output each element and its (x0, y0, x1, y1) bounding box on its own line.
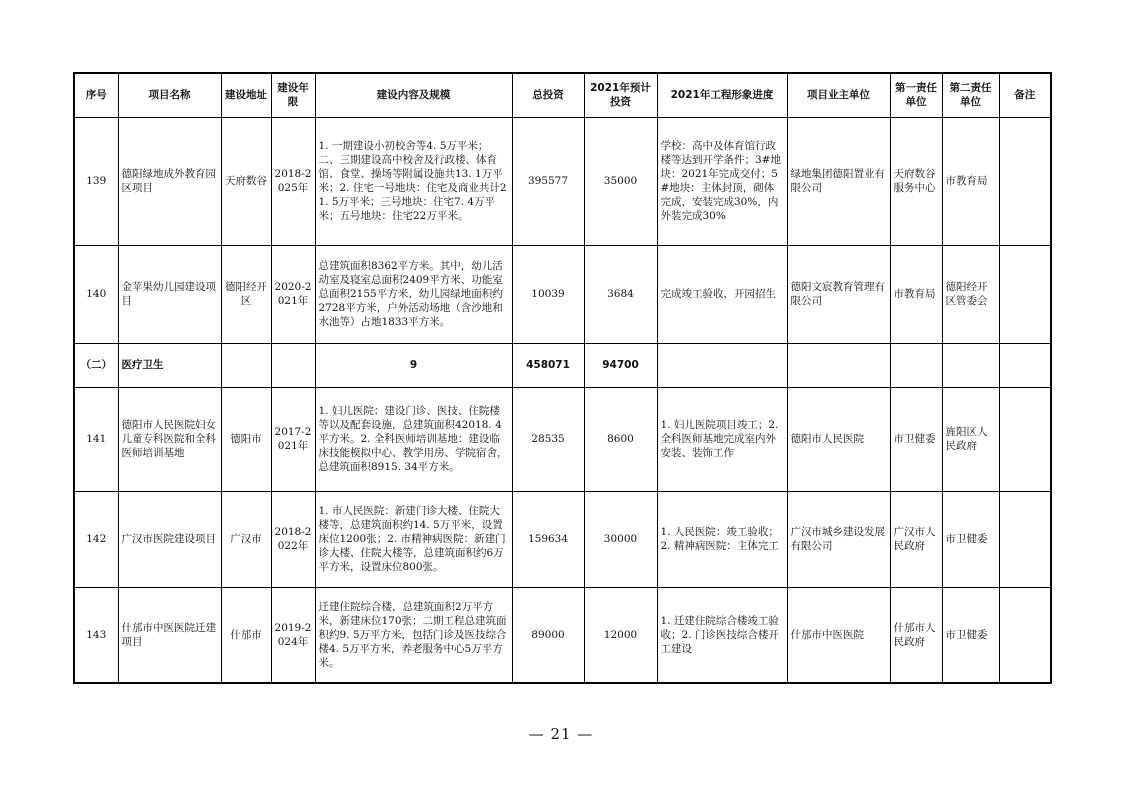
table-row (74, 587, 1051, 683)
project-name: 什邡市中医医院迁建项目 (118, 587, 221, 683)
note (999, 387, 1051, 491)
second-responsible: 市卫健委 (942, 491, 999, 587)
project-name: 广汉市医院建设项目 (118, 491, 221, 587)
project-content: 1. 市人民医院：新建门诊大楼、住院大楼等，总建筑面积约14. 5万平米，设置床位1200张；2. 市精神病医院：新建门诊大楼、住院大楼等，总建筑面积约6万平方米，设置床位800张。 (315, 491, 512, 587)
table-row (74, 117, 1051, 245)
progress-2021: 1. 人民医院：竣工验收； 2. 精神病医院：主体完工 (657, 491, 787, 587)
header-cell: 建设年限 (271, 73, 315, 117)
total-investment: 10039 (512, 245, 584, 343)
project-years: 2020-2021年 (271, 245, 315, 343)
section-name: 医疗卫生 (118, 343, 221, 387)
header-cell: 总投资 (512, 73, 584, 117)
empty-cell (942, 343, 999, 387)
owner-unit: 绿地集团德阳置业有限公司 (787, 117, 890, 245)
project-content: 总建筑面积8362平方米。其中，幼儿活动室及寝室总面积2409平方米、功能室总面积2155平方米、幼儿园绿地面积约2728平方米，户外活动场地（含沙地和水池等）占地1833平方米。 (315, 245, 512, 343)
header-cell: 建设内容及规模 (315, 73, 512, 117)
header-cell: 备注 (999, 73, 1051, 117)
note (999, 245, 1051, 343)
table-row (74, 491, 1051, 587)
section-investment-2021: 94700 (584, 343, 657, 387)
progress-2021: 完成竣工验收，开园招生 (657, 245, 787, 343)
first-responsible: 市教育局 (890, 245, 942, 343)
header-cell: 序号 (74, 73, 118, 117)
owner-unit: 广汉市城乡建设发展有限公司 (787, 491, 890, 587)
project-address: 德阳市 (221, 387, 271, 491)
table-row (74, 245, 1051, 343)
project-years: 2019-2024年 (271, 587, 315, 683)
header-cell: 第二责任单位 (942, 73, 999, 117)
table-header-row (74, 73, 1051, 117)
project-content: 迁建住院综合楼，总建筑面积2万平方米，新建床位170张；二期工程总建筑面积约9. 5万平方米，包括门诊及医技综合楼4. 5万平方米，养老服务中心5万平方米。 (315, 587, 512, 683)
project-content: 1. 一期建设小初校舍等4. 5万平米；二、三期建设高中校舍及行政楼、体育馆、食堂、操场等附属设施共13. 1万平米；2. 住宅一号地块：住宅及商业共计21. 5万平米；三号地块：住宅7. 4万平米；五号地块：住宅22万平米。 (315, 117, 512, 245)
owner-unit: 什邡市中医医院 (787, 587, 890, 683)
note (999, 491, 1051, 587)
section-count: 9 (315, 343, 512, 387)
total-investment: 395577 (512, 117, 584, 245)
second-responsible: 德阳经开区管委会 (942, 245, 999, 343)
first-responsible: 市卫健委 (890, 387, 942, 491)
header-cell: 第一责任单位 (890, 73, 942, 117)
second-responsible: 市教育局 (942, 117, 999, 245)
project-name: 金苹果幼儿园建设项目 (118, 245, 221, 343)
row-number: 139 (74, 117, 118, 245)
investment-2021: 30000 (584, 491, 657, 587)
empty-cell (999, 343, 1051, 387)
header-cell: 2021年预计投资 (584, 73, 657, 117)
section-row (74, 343, 1051, 387)
progress-2021: 1. 妇儿医院项目竣工；2. 全科医师基地完成室内外安装、装饰工作 (657, 387, 787, 491)
project-address: 天府数谷 (221, 117, 271, 245)
total-investment: 89000 (512, 587, 584, 683)
row-number: 141 (74, 387, 118, 491)
second-responsible: 市卫健委 (942, 587, 999, 683)
owner-unit: 德阳文宸教育管理有限公司 (787, 245, 890, 343)
total-investment: 159634 (512, 491, 584, 587)
project-address: 德阳经开区 (221, 245, 271, 343)
project-address: 广汉市 (221, 491, 271, 587)
note (999, 117, 1051, 245)
empty-cell (657, 343, 787, 387)
note (999, 587, 1051, 683)
project-table (73, 72, 1052, 684)
first-responsible: 广汉市人民政府 (890, 491, 942, 587)
row-number: 140 (74, 245, 118, 343)
section-number: （二） (74, 343, 118, 387)
empty-cell (787, 343, 890, 387)
project-address: 什邡市 (221, 587, 271, 683)
investment-2021: 3684 (584, 245, 657, 343)
second-responsible: 旌阳区人民政府 (942, 387, 999, 491)
investment-2021: 12000 (584, 587, 657, 683)
header-cell: 项目业主单位 (787, 73, 890, 117)
progress-2021: 1. 迁建住院综合楼竣工验收；2. 门诊医技综合楼开工建设 (657, 587, 787, 683)
project-years: 2018-2025年 (271, 117, 315, 245)
owner-unit: 德阳市人民医院 (787, 387, 890, 491)
section-total: 458071 (512, 343, 584, 387)
header-cell: 项目名称 (118, 73, 221, 117)
progress-2021: 学校：高中及体育馆行政楼等达到开学条件；3#地块：2021年完成交付；5#地块：主体封顶，砌体完成，安装完成30%，内外装完成30% (657, 117, 787, 245)
header-cell: 2021年工程形象进度 (657, 73, 787, 117)
project-years: 2017-2021年 (271, 387, 315, 491)
first-responsible: 什邡市人民政府 (890, 587, 942, 683)
page-number: — 21 — (528, 725, 594, 743)
project-years: 2018-2022年 (271, 491, 315, 587)
empty-cell (221, 343, 271, 387)
investment-2021: 8600 (584, 387, 657, 491)
investment-2021: 35000 (584, 117, 657, 245)
row-number: 143 (74, 587, 118, 683)
project-content: 1. 妇儿医院：建设门诊、医技、住院楼等以及配套设施，总建筑面积42018. 4平方米。2. 全科医师培训基地：建设临床技能模拟中心、教学用房、学院宿舍，总建筑面积8915. 34平方米。 (315, 387, 512, 491)
empty-cell (890, 343, 942, 387)
row-number: 142 (74, 491, 118, 587)
first-responsible: 天府数谷服务中心 (890, 117, 942, 245)
table-row (74, 387, 1051, 491)
project-name: 德阳绿地成外教育园区项目 (118, 117, 221, 245)
empty-cell (271, 343, 315, 387)
total-investment: 28535 (512, 387, 584, 491)
project-name: 德阳市人民医院妇女儿童专科医院和全科医师培训基地 (118, 387, 221, 491)
header-cell: 建设地址 (221, 73, 271, 117)
